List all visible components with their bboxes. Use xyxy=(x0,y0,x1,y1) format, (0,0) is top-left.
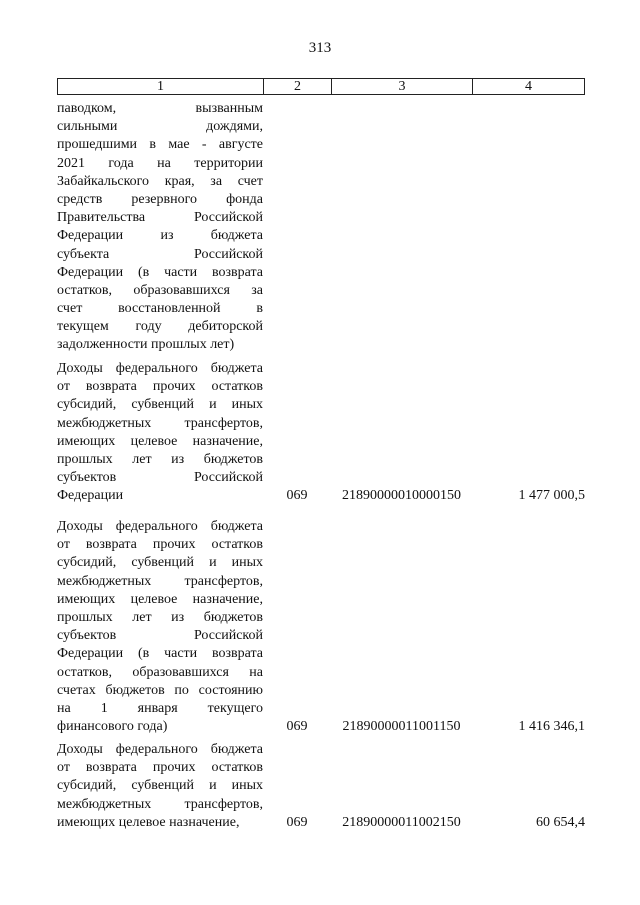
header-col-1: 1 xyxy=(58,79,264,94)
description-line: имеющих целевое назначение, xyxy=(57,814,240,830)
description-line: Федерации из бюджета xyxy=(57,228,263,244)
description-line: счет восстановленной в xyxy=(57,301,263,317)
description-line: Федерации xyxy=(57,488,124,504)
description-line: от возврата прочих остатков xyxy=(57,760,263,776)
row-values xyxy=(57,487,585,505)
description-line: прошлых лет из бюджетов xyxy=(57,609,263,625)
description-line: субъекта Российской xyxy=(57,246,263,262)
page-number: 313 xyxy=(308,40,332,56)
description-line: субсидий, субвенций и иных xyxy=(57,778,263,794)
description-line: на 1 января текущего xyxy=(57,700,263,716)
description-line: межбюджетных трансфертов, xyxy=(57,415,263,431)
header-col-2: 2 xyxy=(264,79,332,94)
row-amount: 1 477 000,5 xyxy=(518,488,585,504)
row-description xyxy=(57,100,263,355)
description-line: Доходы федерального бюджета xyxy=(57,361,263,376)
description-line: Забайкальского края, за счет xyxy=(57,173,263,189)
description-line: Федерации (в части возврата xyxy=(57,646,263,662)
row-description xyxy=(57,518,263,736)
description-line: имеющих целевое назначение, xyxy=(57,433,263,449)
row-description xyxy=(57,360,263,506)
description-line: 2021 года на территории xyxy=(57,155,263,171)
description-line: финансового года) xyxy=(57,719,168,735)
description-line: Доходы федерального бюджета xyxy=(57,519,263,534)
row-kbk: 21890000011002150 xyxy=(342,814,461,830)
description-line: субсидий, субвенций и иных xyxy=(57,397,263,413)
description-line: прошедшими в мае - августе xyxy=(57,137,263,153)
description-line: задолженности прошлых лет) xyxy=(57,337,235,353)
description-line: Федерации (в части возврата xyxy=(57,264,263,280)
description-line: остатков, образовавшихся на xyxy=(57,664,263,680)
row-amount: 60 654,4 xyxy=(536,814,585,830)
description-line: субъектов Российской xyxy=(57,628,263,644)
row-amount: 1 416 346,1 xyxy=(518,719,585,735)
row-code: 069 xyxy=(286,719,308,735)
description-line: имеющих целевое назначение, xyxy=(57,591,263,607)
header-col-3: 3 xyxy=(332,79,473,94)
description-line: паводком, вызванным xyxy=(57,101,263,116)
row-code: 069 xyxy=(286,814,308,830)
row-kbk: 21890000011001150 xyxy=(342,719,461,735)
description-line: Доходы федерального бюджета xyxy=(57,742,263,757)
description-line: счетах бюджетов по состоянию xyxy=(57,682,263,698)
row-code: 069 xyxy=(286,488,308,504)
description-line: текущем году дебиторской xyxy=(57,319,263,335)
description-line: остатков, образовавшихся за xyxy=(57,282,263,298)
row-values xyxy=(57,814,585,832)
description-line: от возврата прочих остатков xyxy=(57,379,263,395)
description-line: субсидий, субвенций и иных xyxy=(57,555,263,571)
description-line: сильными дождями, xyxy=(57,119,263,135)
description-line: Правительства Российской xyxy=(57,210,263,226)
description-line: субъектов Российской xyxy=(57,470,263,486)
description-line: межбюджетных трансфертов, xyxy=(57,573,263,589)
header-col-4: 4 xyxy=(525,78,532,94)
table-header-row xyxy=(57,78,585,95)
description-line: средств резервного фонда xyxy=(57,191,263,207)
description-line: от возврата прочих остатков xyxy=(57,537,263,553)
row-values xyxy=(57,718,585,736)
description-line: прошлых лет из бюджетов xyxy=(57,451,263,467)
row-kbk: 21890000010000150 xyxy=(342,488,461,504)
description-line: межбюджетных трансфертов, xyxy=(57,796,263,812)
